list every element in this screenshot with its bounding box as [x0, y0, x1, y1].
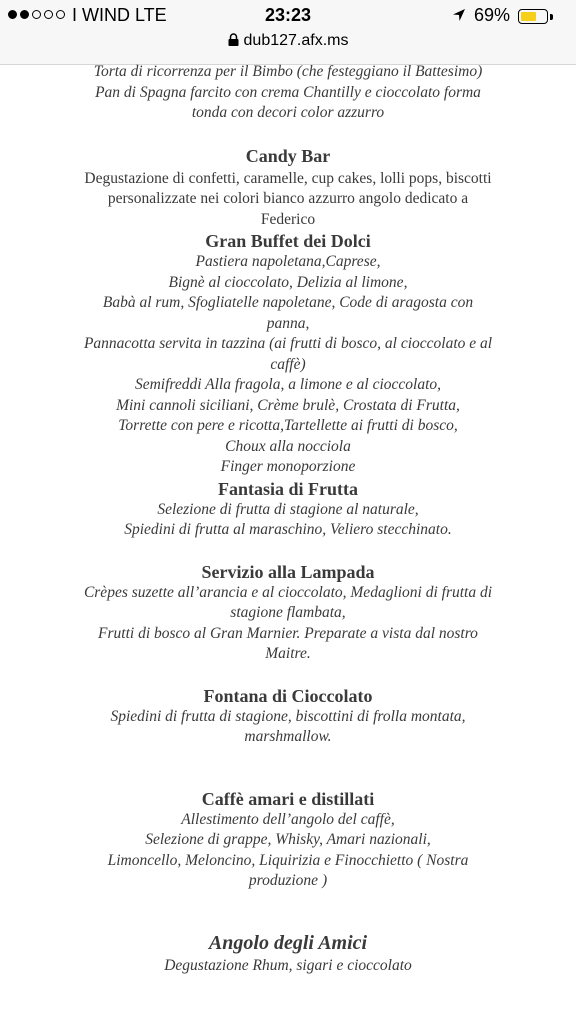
- lock-icon: [228, 33, 239, 46]
- menu-line: marshmallow.: [244, 728, 332, 745]
- url-text: dub127.afx.ms: [243, 32, 349, 49]
- menu-line: Crèpes suzette all’arancia e al cioccolato, Medaglioni di frutta di: [83, 583, 493, 601]
- section-title: Angolo degli Amici: [208, 931, 368, 954]
- caffe-amari-section: [30, 788, 546, 892]
- section-title: Servizio alla Lampada: [201, 561, 375, 582]
- menu-content: [30, 62, 546, 976]
- status-bar: [0, 0, 576, 65]
- menu-line: Bignè al cioccolato, Delizia al limone,: [168, 273, 408, 291]
- menu-line: Allestimento dell’angolo del caffè,: [181, 810, 395, 828]
- section-title: Candy Bar: [245, 145, 331, 166]
- menu-line: Pan di Spagna farcito con crema Chantilly e cioccolato forma: [95, 83, 481, 101]
- menu-line: Finger monoporzione: [220, 458, 356, 475]
- menu-line: Degustazione di confetti, caramelle, cup cakes, lolli pops, biscotti: [84, 169, 492, 187]
- angolo-amici-section: [30, 930, 546, 977]
- menu-line: Degustazione Rhum, sigari e cioccolato: [164, 956, 412, 974]
- battery-percent: 69%: [474, 5, 511, 25]
- menu-line: Frutti di bosco al Gran Marnier. Preparate a vista dal nostro: [98, 624, 478, 642]
- menu-line: Limoncello, Meloncino, Liquirizia e Finocchietto ( Nostra: [107, 851, 469, 869]
- section-title: Fontana di Cioccolato: [203, 685, 373, 706]
- section-title: Caffè amari e distillati: [201, 788, 375, 809]
- menu-line: Selezione di frutta di stagione al naturale,: [157, 500, 419, 518]
- menu-line: Spiedini di frutta di stagione, biscottini di frolla montata,: [110, 707, 466, 725]
- menu-line: Mini cannoli siciliani, Crème brulè, Crostata di Frutta,: [116, 396, 460, 414]
- servizio-lampada-section: [30, 561, 546, 665]
- menu-line: Pannacotta servita in tazzina (ai frutti di bosco, al cioccolato e al: [83, 335, 493, 352]
- battery-tip: [550, 14, 553, 20]
- menu-line: Selezione di grappe, Whisky, Amari nazionali,: [145, 831, 431, 848]
- gran-buffet-section: [30, 230, 546, 478]
- intro-section: [30, 62, 546, 124]
- menu-line: Pastiera napoletana,Caprese,: [195, 253, 381, 270]
- url-bar[interactable]: [0, 32, 576, 54]
- menu-line: Semifreddi Alla fragola, a limone e al cioccolato,: [134, 376, 442, 393]
- section-title: Fantasia di Frutta: [217, 478, 358, 499]
- menu-line: Choux alla nocciola: [225, 437, 351, 455]
- fontana-cioccolato-section: [30, 685, 546, 748]
- candy-bar-section: [30, 145, 546, 231]
- menu-line: Spiedini di frutta al maraschino, Veliero stecchinato.: [124, 521, 452, 538]
- status-time: 23:23: [264, 5, 312, 25]
- menu-line: Babà al rum, Sfogliatelle napoletane, Code di aragosta con: [102, 294, 474, 311]
- menu-line: Torta di ricorrenza per il Bimbo (che festeggiano il Battesimo): [93, 63, 483, 80]
- battery-level: [521, 12, 536, 21]
- fantasia-frutta-section: [30, 478, 546, 541]
- menu-line: Maitre.: [265, 645, 311, 662]
- menu-line: stagione flambata,: [230, 604, 346, 621]
- battery-icon: [518, 9, 548, 24]
- location-arrow-icon: [452, 8, 466, 22]
- carrier-name: I WIND LTE: [72, 5, 167, 25]
- section-title: Gran Buffet dei Dolci: [205, 231, 371, 251]
- menu-line: Federico: [260, 210, 316, 228]
- menu-line: panna,: [266, 314, 310, 332]
- menu-line: caffè): [270, 355, 306, 373]
- menu-line: Torrette con pere e ricotta,Tartellette ai frutti di bosco,: [118, 417, 458, 434]
- menu-line: personalizzate nei colori bianco azzurro angolo dedicato a: [107, 190, 469, 207]
- menu-line: produzione ): [248, 872, 328, 889]
- menu-line: tonda con decori color azzurro: [191, 104, 385, 121]
